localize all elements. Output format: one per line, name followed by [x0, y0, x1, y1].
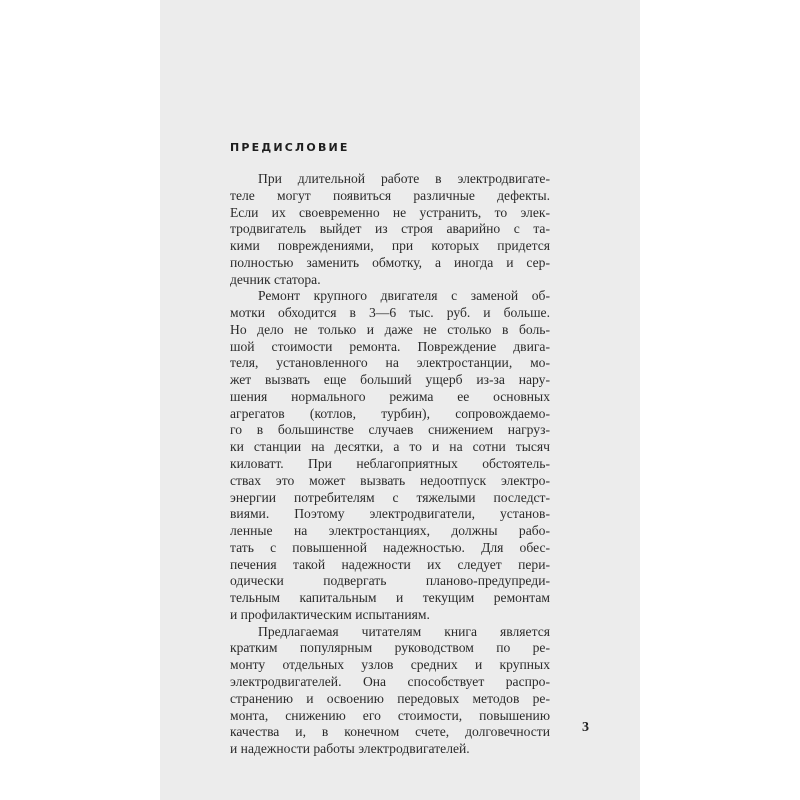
- text-line: Но дело не только и даже не столько в боль-: [230, 321, 550, 337]
- text-line: качества и, в конечном счете, долговечности: [230, 724, 550, 740]
- text-line: теля, установленного на электростанции, мо-: [230, 355, 550, 371]
- text-line: полностью заменить обмотку, а иногда и сер-: [230, 254, 550, 270]
- text-line: мотки обходится в 3—6 тыс. руб. и больше.: [230, 305, 550, 321]
- text-line: го в большинстве случаев снижением нагруз-: [230, 422, 550, 438]
- text-line: ки станции на десятки, а то и на сотни тысяч: [230, 439, 550, 455]
- text-line: При длительной работе в электродвигате-: [258, 171, 550, 186]
- text-line: агрегатов (котлов, турбин), сопровождаемо-: [230, 405, 550, 421]
- text-line: жет вызвать еще больший ущерб из-за нару-: [230, 372, 550, 388]
- text-line: Ремонт крупного двигателя с заменой об-: [258, 288, 550, 304]
- page-number: 3: [582, 720, 589, 735]
- text-line: Если их своевременно не устранить, то элек-: [230, 204, 550, 220]
- text-line: и надежности работы электродвигателей.: [230, 741, 470, 757]
- text-line: кими повреждениями, при которых придется: [230, 238, 550, 254]
- text-line: виями. Поэтому электродвигатели, установ-: [230, 506, 550, 522]
- text-line: электродвигателей. Она способствует распро-: [230, 673, 550, 689]
- text-line: ленные на электростанциях, должны рабо-: [230, 523, 550, 539]
- text-line: монту отдельных узлов средних и крупных: [230, 657, 550, 673]
- text-line: тать с повышенной надежностью. Для обес-: [230, 539, 550, 555]
- text-line: тродвигатель выйдет из строя аварийно с та-: [230, 221, 550, 237]
- text-line: печения такой надежности их следует пери-: [230, 556, 550, 572]
- text-line: дечник статора.: [230, 271, 321, 287]
- text-line: теле могут появиться различные дефекты.: [230, 187, 550, 203]
- text-line: шения нормального режима ее основных: [230, 388, 550, 404]
- text-line: монта, снижению его стоимости, повышению: [230, 707, 550, 723]
- text-line: и профилактическим испытаниям.: [230, 606, 430, 622]
- text-line: шой стоимости ремонта. Повреждение двига-: [230, 338, 550, 354]
- section-heading: ПРЕДИСЛОВИЕ: [230, 141, 350, 154]
- text-line: странению и освоению передовых методов ре-: [230, 690, 550, 706]
- text-line: Предлагаемая читателям книга является: [258, 623, 550, 639]
- text-line: ствах это может вызвать недоотпуск электро-: [230, 472, 550, 488]
- text-line: кратким популярным руководством по ре-: [230, 640, 550, 656]
- text-line: одически подвергать планово-предупреди-: [230, 573, 550, 589]
- text-line: тельным капитальным и текущим ремонтам: [230, 590, 550, 606]
- text-line: киловатт. При неблагоприятных обстоятель-: [230, 456, 550, 472]
- body-text: [230, 171, 550, 758]
- text-line: энергии потребителям с тяжелыми последст-: [230, 489, 550, 505]
